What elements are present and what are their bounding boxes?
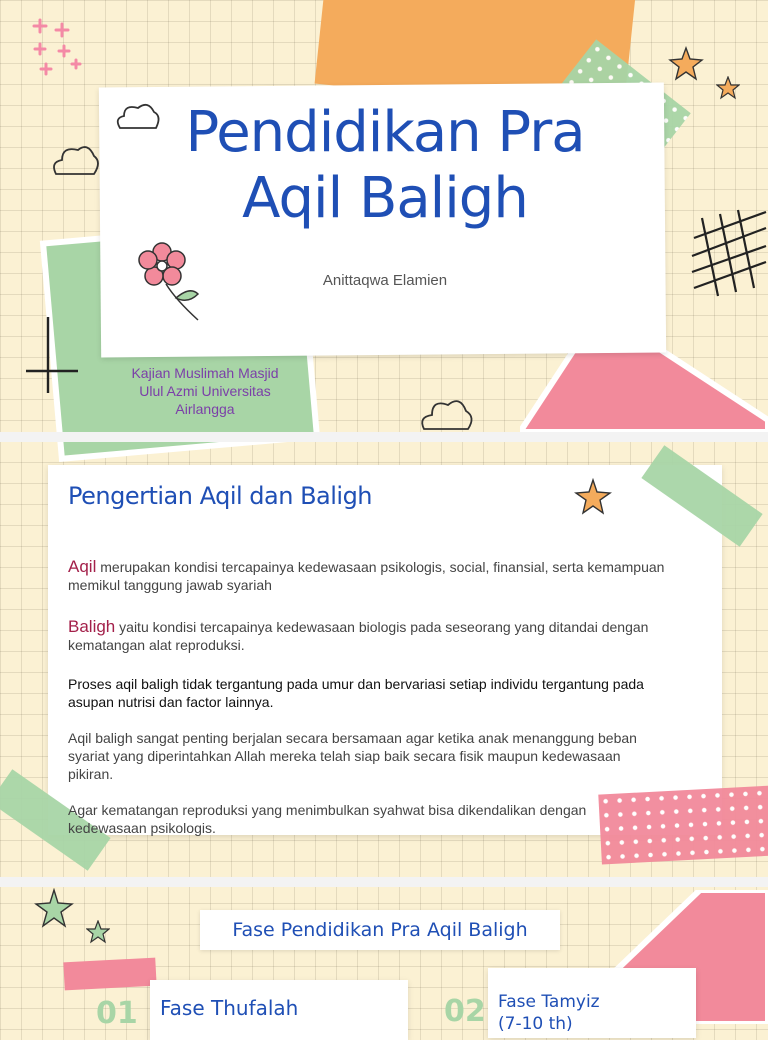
sparkle-cluster-icon xyxy=(28,16,88,82)
cover-title-line2: Aqil Baligh xyxy=(242,166,528,231)
note-line2: Ulul Azmi Universitas xyxy=(139,383,271,399)
phase2-number: 02 xyxy=(444,994,486,1029)
pink-tape-bottom xyxy=(63,958,156,991)
baligh-term: Baligh xyxy=(68,617,116,636)
baligh-text: yaitu kondisi tercapainya kedewasaan biologis pada seseorang yang ditandai dengan kematangan alat reproduksi. xyxy=(68,619,649,653)
cover-title-line1: Pendidikan Pra xyxy=(185,100,585,165)
cover-organizer-note xyxy=(110,364,300,418)
star-doodle-icon xyxy=(668,46,704,82)
cross-doodle-icon xyxy=(24,315,80,395)
aqil-definition xyxy=(68,558,668,594)
note-line1: Kajian Muslimah Masjid xyxy=(131,365,279,381)
flower-doodle-icon xyxy=(132,238,212,328)
phase1-title: Fase Thufalah xyxy=(160,996,299,1020)
star-doodle-icon xyxy=(574,478,612,516)
baligh-definition xyxy=(68,618,668,654)
cover-author: Anittaqwa Elamien xyxy=(322,272,448,289)
phase2-title: Fase Tamyiz xyxy=(498,992,600,1012)
slide-divider xyxy=(0,877,768,887)
aqil-term: Aqil xyxy=(68,557,97,576)
process-paragraph: Proses aqil baligh tidak tergantung pada umur dan bervariasi setiap individu tergantung pada asupan nutrisi dan factor lainnya. xyxy=(68,676,644,710)
definition-heading: Pengertian Aqil dan Baligh xyxy=(68,482,373,510)
star-doodle-icon xyxy=(34,888,74,928)
cloud-doodle-icon xyxy=(114,100,162,136)
cover-title xyxy=(110,100,660,232)
slide-divider xyxy=(0,432,768,442)
hatch-doodle-icon xyxy=(688,208,768,298)
importance-paragraph: Aqil baligh sangat penting berjalan secara bersamaan agar ketika anak menanggung beban syariat yang diperintahkan Allah mereka telah siap baik secara fisik maupun kedewasaan pikiran. xyxy=(68,730,637,782)
phase2-age: (7-10 th) xyxy=(498,1014,573,1034)
aqil-text: merupakan kondisi tercapainya kedewasaan psikologis, social, finansial, serta kemampuan memikul tanggung jawab syariah xyxy=(68,559,665,593)
phases-banner xyxy=(200,910,560,950)
note-line3: Airlangga xyxy=(175,401,235,417)
cloud-doodle-icon xyxy=(418,395,478,432)
slide-cover xyxy=(0,0,768,432)
cloud-doodle-icon xyxy=(50,142,102,182)
star-doodle-icon xyxy=(86,920,110,944)
phase1-number: 01 xyxy=(96,996,138,1031)
star-doodle-icon xyxy=(716,76,740,100)
phases-banner-text: Fase Pendidikan Pra Aqil Baligh xyxy=(232,919,528,941)
control-paragraph: Agar kematangan reproduksi yang menimbulkan syahwat bisa dikendalikan dengan kedewasaan psikologis. xyxy=(68,802,587,836)
